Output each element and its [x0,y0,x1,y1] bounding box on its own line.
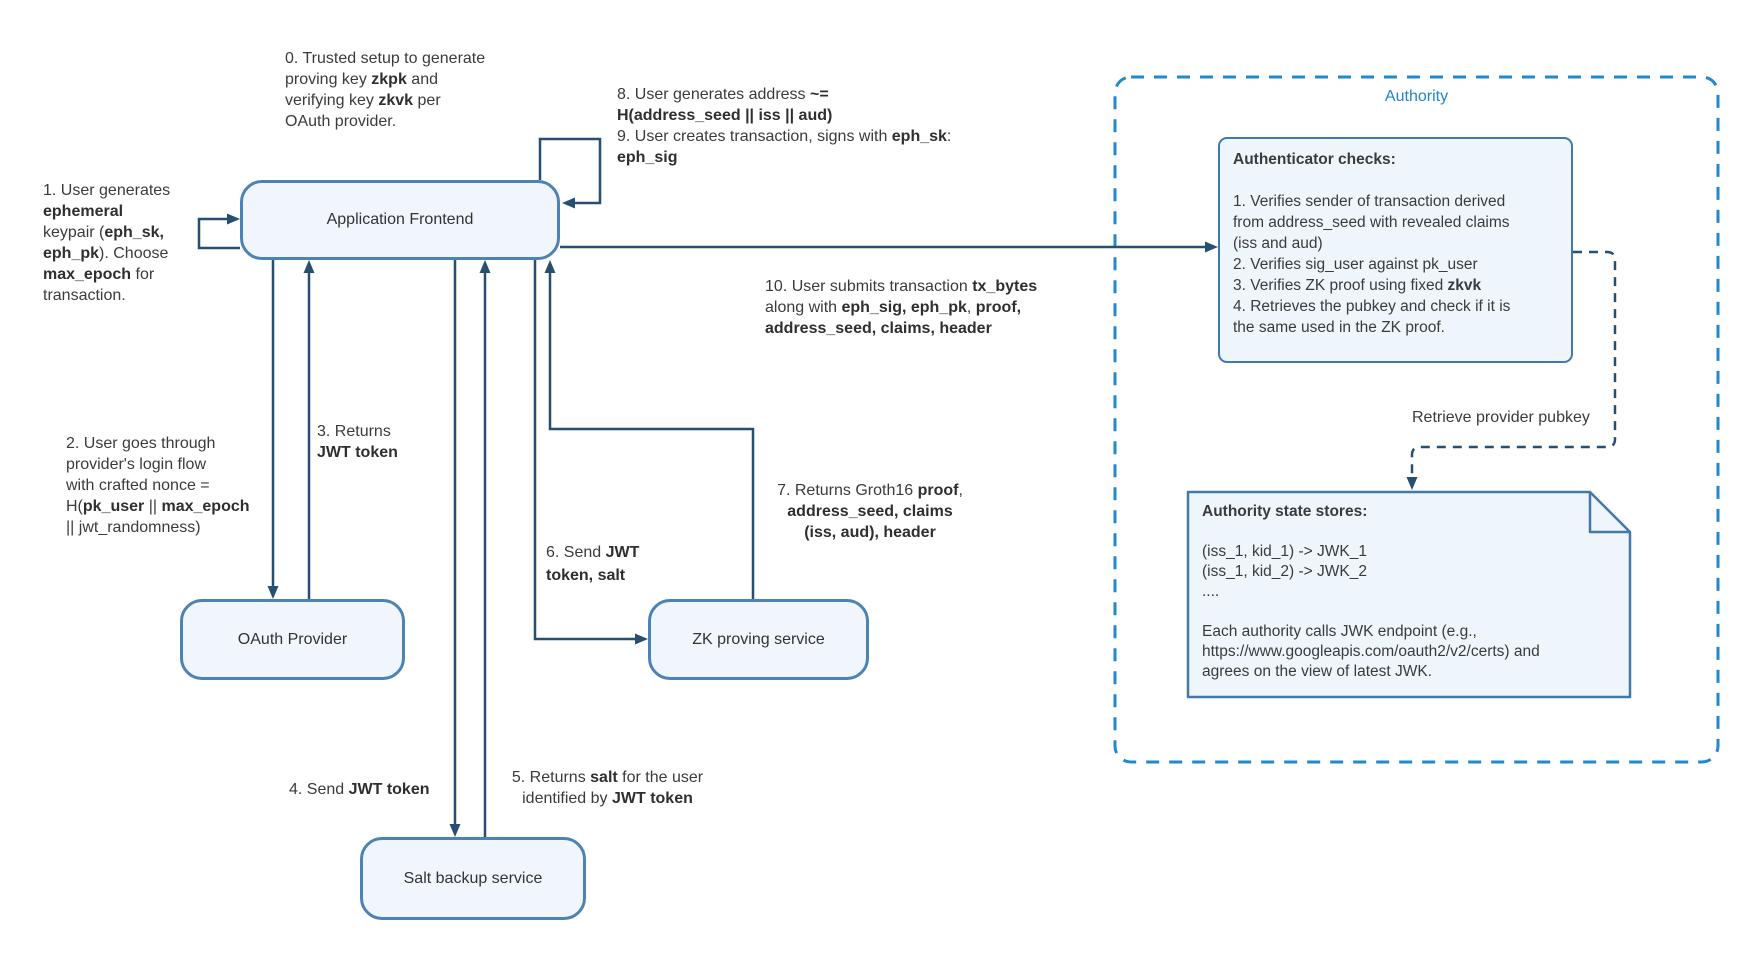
node-salt-backup-service-label: Salt backup service [403,869,543,887]
node-oauth-provider [180,599,405,680]
node-application-frontend-label: Application Frontend [326,211,474,228]
authenticator-checks-box: Authenticator checks: 1. Verifies sender of transaction derived from address_seed with revealed claims (iss and aud) 2. Verifies sig_user against pk_user 3. Verifies ZK proof using fixed zkvk 4. Retrieves the pubkey and check if it is the same used in the ZK proof. [1218,137,1573,363]
annotation-step10: 10. User submits transaction tx_bytes along with eph_sig, eph_pk, proof, address_seed, claims, header [765,278,1038,337]
annotation-step1: 1. User generates ephemeral keypair (eph_sk, eph_pk). Choose max_epoch for transaction. [43,182,171,304]
node-zk-proving-service [648,599,869,680]
authority-state-stores-text: Authority state stores: (iss_1, kid_1) -> JWK_1 (iss_1, kid_2) -> JWK_2 .... Each authority calls JWK endpoint (e.g., https://www.googleapis.com/oauth2/v2/certs) and agrees on the view of latest JWK. [1202,503,1540,680]
retrieve-provider-pubkey-label: Retrieve provider pubkey [1412,409,1590,426]
annotation-step5: 5. Returns salt for the user identified by JWT token [511,769,704,807]
annotation-step3: 3. Returns JWT token [317,423,398,461]
authority-title: Authority [1384,88,1449,105]
node-oauth-provider-label: OAuth Provider [237,630,348,648]
node-application-frontend [240,180,560,260]
annotation-step0: 0. Trusted setup to generate proving key zkpk and verifying key zkvk per OAuth provider. [285,50,486,130]
annotation-step4: 4. Send JWT token [289,781,430,798]
node-salt-backup-service [360,837,586,920]
annotation-step8-9: 8. User generates address ~= H(address_seed || iss || aud) 9. User creates transaction, signs with eph_sk: eph_sig [617,86,952,166]
arrow-step1-self-loop [199,219,240,248]
annotation-step7: 7. Returns Groth16 proof, address_seed, claims (iss, aud), header [777,482,963,541]
annotation-step6: 6. Send JWT token, salt [546,544,640,584]
annotation-step2: 2. User goes through provider's login flow with crafted nonce = H(pk_user || max_epoch || jwt_randomness) [66,435,250,536]
node-zk-proving-service-label: ZK proving service [692,630,825,648]
